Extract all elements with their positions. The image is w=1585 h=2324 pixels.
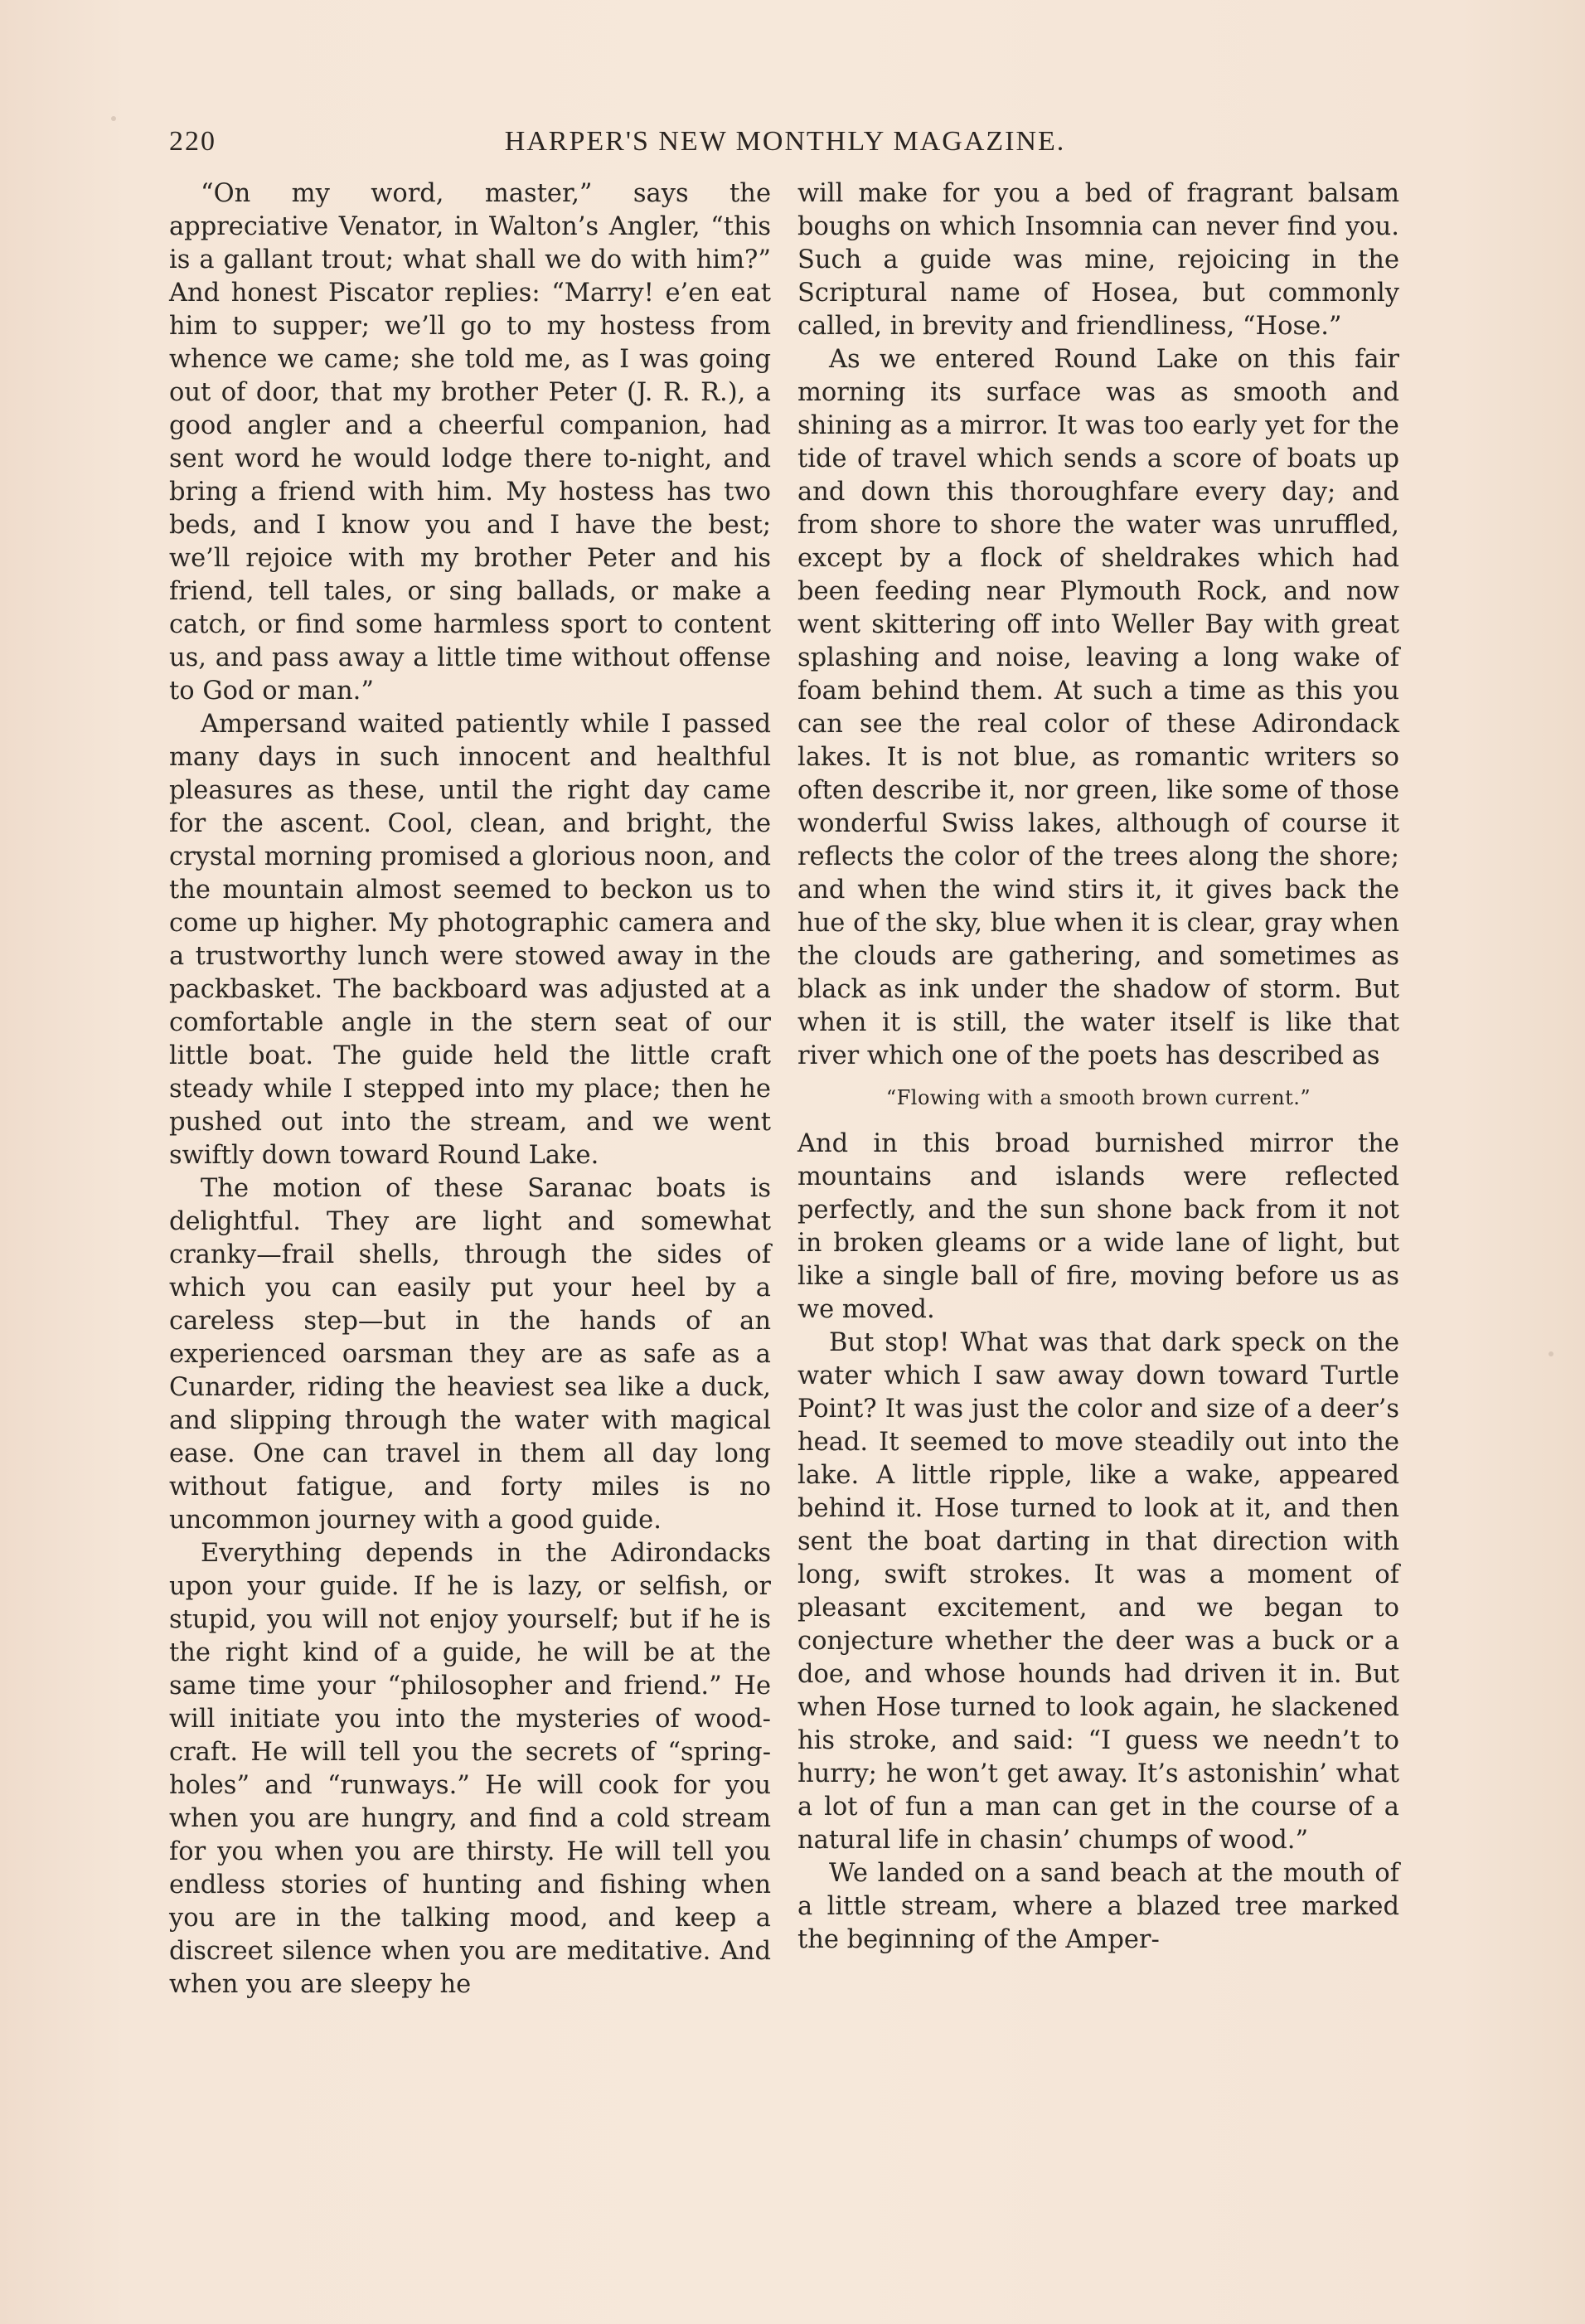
running-header [169,126,1401,163]
paragraph-dark-speck: But stop! What was that dark speck on the water which I saw away down toward Turtle Point? It was just the color and size of a deer’s head. It seemed to move steadily out into the lake. A little ripple, like a wake, appeared behind it. Hose turned to look at it, and then sent the boat darting in that direction with long, swift strokes. It was a moment of pleasant excitement, and we began to conjecture whether the deer was a buck or a doe, and whose hounds had driven it in. But when Hose turned to look again, he slackened his stroke, and said: “I guess we needn’t to hurry; he won’t get away. It’s astonishin’ what a lot of fun a man can get in the course of a natural life in chasin’ chumps of wood.” [797,1328,1399,1855]
paragraph-landed: We landed on a sand beach at the mouth of a little stream, where a blazed tree marked the beginning of the Amper- [797,1859,1399,1954]
left-column [169,177,771,2001]
right-column [797,177,1399,1957]
paper-speck [111,116,116,121]
paragraph-round-lake: As we entered Round Lake on this fair morning its surface was as smooth and shining as a mirror. It was too early yet for the tide of travel which sends a score of boats up and down this thoroughfare every day; and from shore to shore the water was unruffled, except by a flock of sheldrakes which had been feeding near Plymouth Rock, and now went skittering off into Weller Bay with great splashing and noise, leaving a long wake of foam behind them. At such a time as this you can see the real color of these Adirondack lakes. It is not blue, as romantic writers so often describe it, nor green, like some of those wonderful Swiss lakes, although of course it reflects the color of the trees along the shore; and when the wind stirs it, it gives back the hue of the sky, blue when it is clear, gray when the clouds are gathering, and sometimes as black as ink under the shadow of storm. But when it is still, the water itself is like that river which one of the poets has described as [797,345,1399,1070]
paragraph-guide: Everything depends in the Adirondacks upon your guide. If he is lazy, or selfish, or stupid, you will not enjoy yourself; but if he is the right kind of a guide, he will be at the same time your “philosopher and friend.” He will initiate you into the mysteries of wood-craft. He will tell you the secrets of “spring-holes” and “runways.” He will cook for you when you are hungry, and find a cold stream for you when you are thirsty. He will tell you endless stories of hunting and fishing when you are in the talking mood, and keep a discreet silence when you are meditative. And when you are sleepy he [169,1539,771,1999]
block-quote: “Flowing with a smooth brown current.” [885,1086,1311,1109]
paragraph-saranac-boats: The motion of these Saranac boats is delightful. They are light and somewhat cranky—frail shells, through the sides of which you can easily put your heel by a careless step—but in the hands of an experienced oarsman they are as safe as a Cunarder, riding the heaviest sea like a duck, and slipping through the water with magical ease. One can travel in them all day long without fatigue, and forty miles is no uncommon journey with a good guide. [169,1174,771,1535]
paragraph-continued: will make for you a bed of fragrant balsam boughs on which Insomnia can never find you. Such a guide was mine, rejoicing in the Scriptural name of Hosea, but commonly called, in brevity and friendliness, “Hose.” [797,179,1399,341]
paragraph-ampersand: Ampersand waited patiently while I passed many days in such innocent and healthful pleasures as these, until the right day came for the ascent. Cool, clean, and bright, the crystal morning promised a glorious noon, and the mountain almost seemed to beckon us to come up higher. My photographic camera and a trustworthy lunch were stowed away in the packbasket. The backboard was adjusted at a comfortable angle in the stern seat of our little boat. The guide held the little craft steady while I stepped into my place; then he pushed out into the stream, and we went swiftly down toward Round Lake. [169,710,771,1170]
paper-speck [1549,1351,1553,1356]
paragraph-walton-quote: “On my word, master,” says the appreciative Venator, in Walton’s Angler, “this is a gallant trout; what shall we do with him?” And honest Piscator replies: “Marry! e’en eat him to supper; we’ll go to my hostess from whence we came; she told me, as I was going out of door, that my brother Peter (J. R. R.), a good angler and a cheerful companion, had sent word he would lodge there to-night, and bring a friend with him. My hostess has two beds, and I know you and I have the best; we’ll rejoice with my brother Peter and his friend, tell tales, or sing ballads, or make a catch, or find some harmless sport to content us, and pass away a little time without offense to God or man.” [169,179,771,706]
page-number: 220 [169,126,216,157]
paragraph-mirror: And in this broad burnished mirror the mountains and islands were reflected perfectly, and the sun shone back from it not in broken gleams or a wide lane of light, but like a single ball of fire, moving before us as we moved. [797,1129,1399,1324]
magazine-title: HARPER'S NEW MONTHLY MAGAZINE. [504,126,1066,157]
